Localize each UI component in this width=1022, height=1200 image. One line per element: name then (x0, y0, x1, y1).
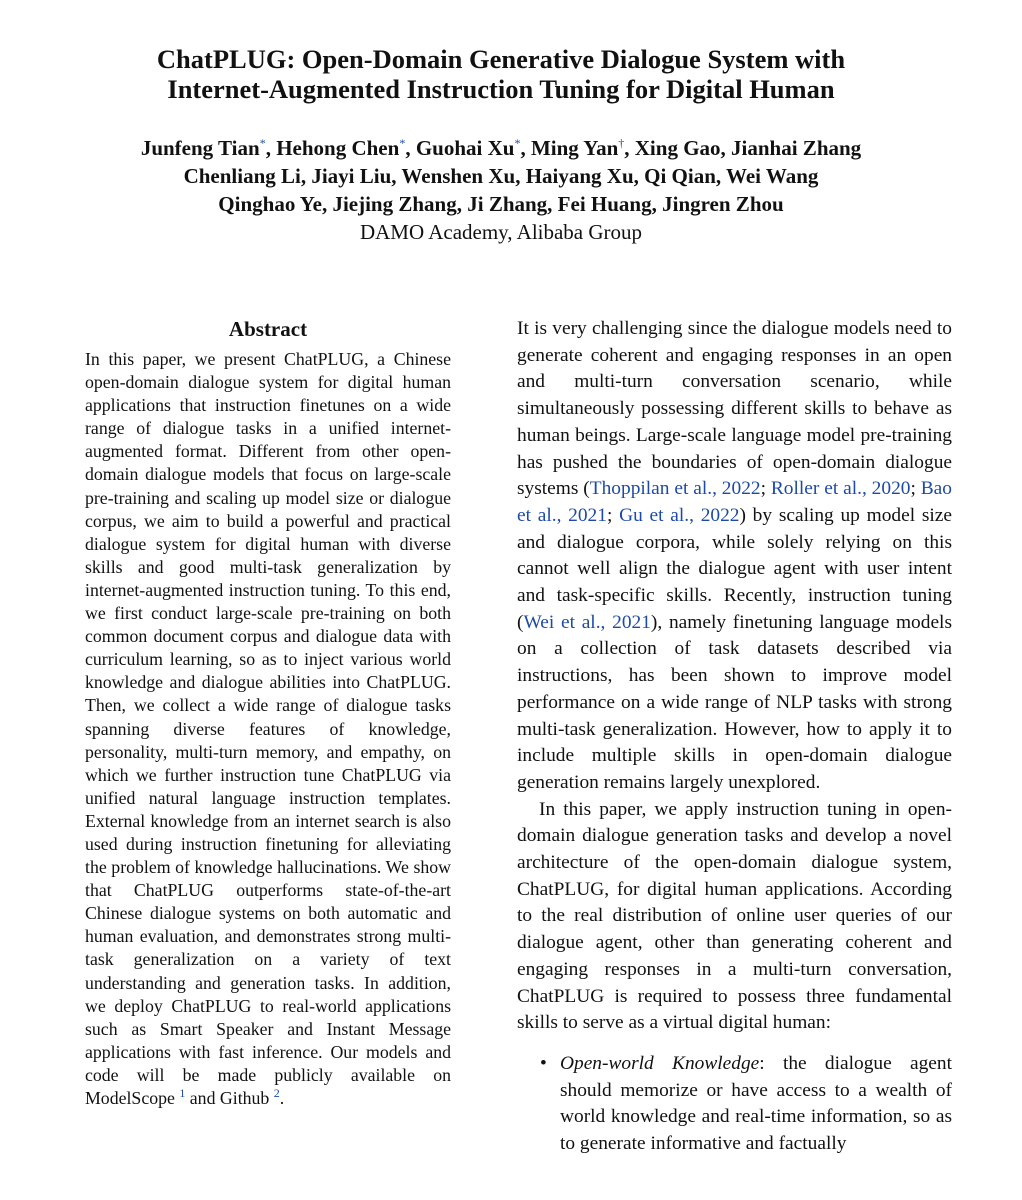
author-line-3: Qinghao Ye, Jiejing Zhang, Ji Zhang, Fei Huang, Jingren Zhou (218, 192, 784, 216)
author-mark: * (259, 136, 266, 150)
author-mark: † (618, 136, 625, 150)
abstract-and-text: and Github (185, 1088, 270, 1108)
footnote-link-1[interactable]: 1 (179, 1086, 186, 1100)
list-item (540, 1051, 952, 1158)
author-line-2: Chenliang Li, Jiayi Liu, Wenshen Xu, Haiyang Xu, Qi Qian, Wei Wang (183, 164, 819, 188)
citation-link[interactable]: Gu et al., 2022 (619, 504, 740, 526)
author-mark: * (514, 136, 521, 150)
title-line-1: ChatPLUG: Open-Domain Generative Dialogue System with (156, 44, 846, 74)
bullet-icon: • (540, 1052, 547, 1074)
author-name: , Guohai Xu (405, 136, 515, 160)
introduction-section (517, 316, 952, 1158)
citation-link[interactable]: Bao et al., 2021 (517, 478, 952, 526)
skill-description: : the dialogue agent should memorize or have access to a wealth of world knowledge and real-time information, so as to generate informative and factually (560, 1052, 952, 1155)
intro-text: ), namely finetuning language models on a collection of task datasets described via instructions, has been shown to improve model performance on a wide range of NLP tasks with strong multi-task generalization. However, how to apply it to include multiple skills in open-domain dialogue generation remains largely unexplored. (517, 611, 952, 793)
citation-link[interactable]: Wei et al., 2021 (523, 611, 651, 633)
intro-paragraph-2: In this paper, we apply instruction tuning in open-domain dialogue generation tasks and develop a novel architecture of the open-domain dialogue system, ChatPLUG, for digital human applications. According to the real distribution of online user queries of our dialogue agent, other than generating coherent and engaging responses in a multi-turn conversation, ChatPLUG is required to possess three fundamental skills to serve as a virtual digital human: (517, 798, 952, 1034)
abstract-body (85, 348, 451, 1110)
author-name: , Ming Yan (520, 136, 619, 160)
author-line-1 (0, 134, 1002, 162)
author-name: , Hehong Chen (265, 136, 400, 160)
abstract-section (85, 314, 451, 1110)
author-block (0, 134, 1002, 246)
abstract-end: . (279, 1088, 285, 1108)
intro-text: It is very challenging since the dialogue models need to generate coherent and engaging responses in an open and multi-turn conversation scenario, while simultaneously possessing different skills to behave as human beings. Large-scale language model pre-training has pushed the boundaries of open-domain dialogue systems ( (517, 318, 952, 500)
skills-list (517, 1051, 952, 1158)
title-line-2: Internet-Augmented Instruction Tuning for Digital Human (167, 74, 835, 104)
author-mark: * (399, 136, 406, 150)
citation-separator: ; (910, 478, 921, 500)
skill-name: Open-world Knowledge (560, 1052, 760, 1074)
author-name: Junfeng Tian (140, 136, 260, 160)
abstract-heading: Abstract (228, 317, 308, 341)
citation-link[interactable]: Roller et al., 2020 (770, 478, 911, 500)
citation-separator: ; (760, 478, 771, 500)
footnote-link-2[interactable]: 2 (273, 1086, 280, 1100)
citation-link[interactable]: Thoppilan et al., 2022 (589, 478, 761, 500)
citation-separator: ; (606, 504, 620, 526)
author-name: , Xing Gao, Jianhai Zhang (624, 136, 862, 160)
intro-paragraph-1 (517, 316, 952, 797)
paper-title (0, 44, 1002, 104)
abstract-text: In this paper, we present ChatPLUG, a Chinese open-domain dialogue system for digital human applications that instruction finetunes on a wide range of dialogue tasks in a unified internet-augmented format. Different from other open-domain dialogue models that focus on large-scale pre-training and scaling up model size or dialogue corpus, we aim to build a powerful and practical dialogue system for digital human with diverse skills and good multi-task generalization by internet-augmented instruction tuning. To this end, we first conduct large-scale pre-training on both common document corpus and dialogue data with curriculum learning, so as to inject various world knowledge and dialogue abilities into ChatPLUG. Then, we collect a wide range of dialogue tasks spanning diverse features of knowledge, personality, multi-turn memory, and empathy, on which we further instruction tune ChatPLUG via unified natural language instruction templates. External knowledge from an internet search is also used during instruction finetuning for alleviating the problem of knowledge hallucinations. We show that ChatPLUG outperforms state-of-the-art Chinese dialogue systems on both automatic and human evaluation, and demonstrates strong multi-task generalization on a variety of text understanding and generation tasks. In addition, we deploy ChatPLUG to real-world applications such as Smart Speaker and Instant Message applications with fast inference. Our models and code will be made publicly available on ModelScope (85, 349, 451, 1108)
affiliation: DAMO Academy, Alibaba Group (359, 220, 643, 244)
intro-text: ) by scaling up model size and dialogue corpora, while solely relying on this cannot well align the dialogue agent with user intent and task-specific skills. Recently, instruction tuning ( (517, 504, 952, 633)
